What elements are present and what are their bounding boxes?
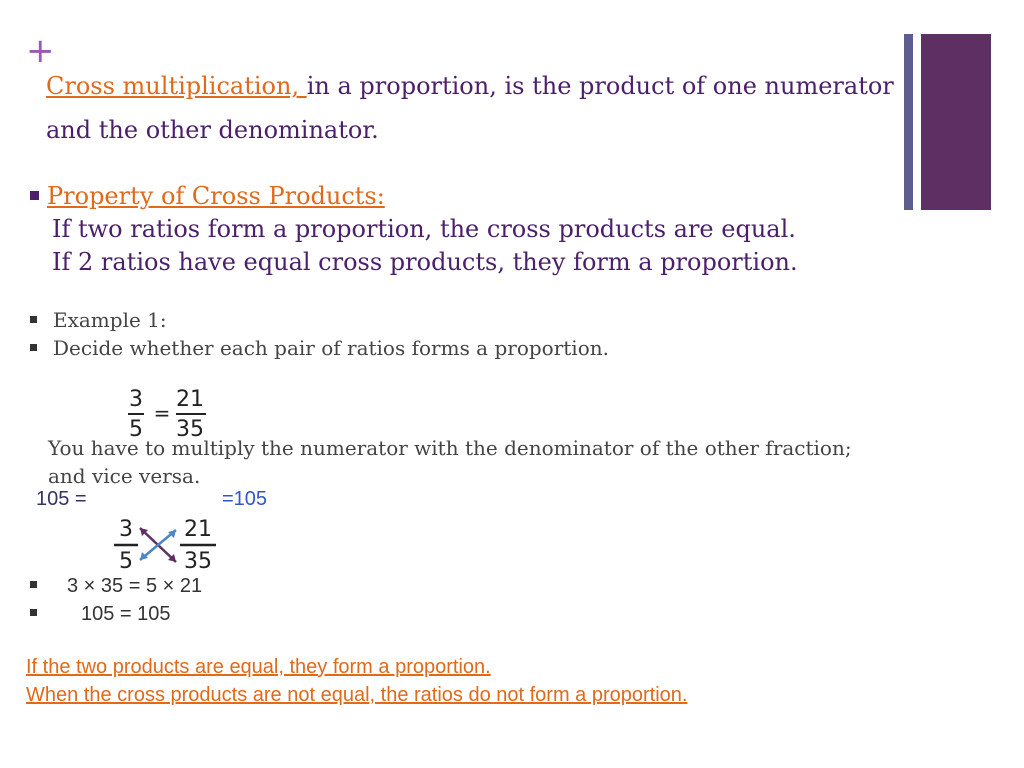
cross-fraction-1-numerator: 3: [119, 517, 133, 542]
fraction-2-numerator: 21: [176, 387, 204, 412]
cross-fraction-1-denominator: 5: [119, 549, 133, 574]
explanation-text: You have to multiply the numerator with the denominator of the other fraction; and vice versa.: [48, 436, 852, 488]
bullet-icon: [30, 609, 37, 616]
property-line-1: If two ratios form a proportion, the cross products are equal.: [52, 215, 796, 243]
definition-text: in a proportion, is the product of one numerator and the other denominator.: [46, 72, 894, 144]
accent-bar-thick: [921, 34, 991, 210]
calculation-line-1: 3 × 35 = 5 × 21: [67, 575, 203, 597]
bullet-icon: [30, 316, 37, 323]
cross-multiplication-term: Cross multiplication,: [46, 72, 307, 100]
fraction-2-denominator: 35: [176, 417, 204, 442]
cross-fraction-2-numerator: 21: [184, 517, 212, 542]
equals-sign: =: [153, 401, 171, 425]
example-label: Example 1:: [53, 308, 167, 332]
cross-multiplication-diagram: [106, 516, 226, 574]
plus-icon: +: [26, 31, 55, 71]
property-title: Property of Cross Products:: [47, 182, 385, 210]
answer-left: 105 =: [36, 488, 87, 510]
bullet-icon: [30, 191, 39, 200]
calculation-block: [30, 572, 202, 628]
calculation-line-2: 105 = 105: [81, 603, 171, 625]
fraction-1-denominator: 5: [129, 417, 143, 442]
property-block: [30, 180, 798, 279]
definition-paragraph: [46, 64, 906, 152]
conclusion-line-2: When the cross products are not equal, the ratios do not form a proportion.: [26, 684, 688, 706]
cross-fraction-2-denominator: 35: [184, 549, 212, 574]
bullet-icon: [30, 344, 37, 351]
bullet-icon: [30, 581, 37, 588]
property-line-2: If 2 ratios have equal cross products, they form a proportion.: [52, 248, 798, 276]
conclusion-line-1: If the two products are equal, they form a proportion.: [26, 656, 491, 678]
example-block: [30, 306, 609, 362]
conclusion-block: [26, 653, 687, 709]
answer-right: =105: [222, 488, 268, 510]
example-instruction: Decide whether each pair of ratios forms a proportion.: [53, 336, 609, 360]
fraction-1-numerator: 3: [129, 387, 143, 412]
